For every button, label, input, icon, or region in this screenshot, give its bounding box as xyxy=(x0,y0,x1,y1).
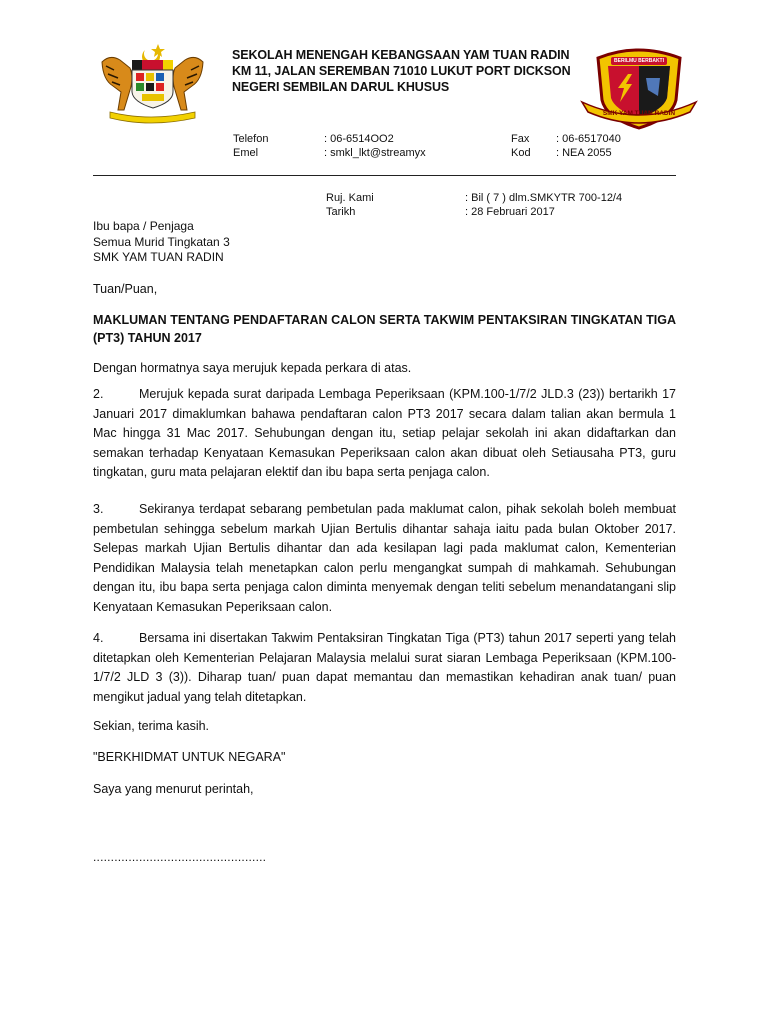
email-value: : smkl_lkt@streamyx xyxy=(324,147,426,159)
salutation: Tuan/Puan, xyxy=(93,282,158,296)
signature-line: ................................................. xyxy=(93,850,267,864)
contact-labels-right xyxy=(511,132,531,160)
contact-labels-left xyxy=(233,132,268,160)
school-state: NEGERI SEMBILAN DARUL KHUSUS xyxy=(232,80,450,94)
reference-labels xyxy=(326,191,374,219)
paragraph-text: Sekiranya terdapat sebarang pembetulan pada maklumat calon, pihak sekolah boleh membuat pembetulan sehingga sebelum markah Ujian Bertulis dihantar sahaja iaitu pada bulan Oktober 2017. Selepas markah Ujian Bertulis dihantar dan ada kesilapan lagi pada maklumat calon, Kementerian Pendidikan Malaysia telah menetapkan calon perlu mengangkat sumpah di mahkamah. Sehubungan dengan itu, ibu bapa serta penjaga calon diminta menyemak dengan teliti sebelum menandatangani slip Kenyataan Kemasukan Peperiksaan calon. xyxy=(93,502,676,614)
opening-line: Dengan hormatnya saya merujuk kepada perkara di atas. xyxy=(93,361,412,375)
reference-values xyxy=(465,191,622,219)
recipient-line: Semua Murid Tingkatan 3 xyxy=(93,234,230,249)
fax-value: : 06-6517040 xyxy=(556,133,621,145)
date-value: : 28 Februari 2017 xyxy=(465,206,555,218)
paragraph-number: 3. xyxy=(93,502,104,516)
closing-motto: "BERKHIDMAT UNTUK NEGARA" xyxy=(93,750,286,764)
paragraph-2 xyxy=(93,385,676,483)
paragraph-number: 4. xyxy=(93,631,104,645)
recipient-line: Ibu bapa / Penjaga xyxy=(93,219,194,233)
crest-motto: BERILMU BERBAKTI xyxy=(614,58,664,64)
letter-subject: MAKLUMAN TENTANG PENDAFTARAN CALON SERTA TAKWIM PENTAKSIRAN TINGKATAN TIGA (PT3) TAHUN 2017 xyxy=(93,313,676,345)
school-letterhead xyxy=(232,47,572,95)
reference-label: Ruj. Kami xyxy=(326,192,374,204)
paragraph-3 xyxy=(93,500,676,617)
school-address: KM 11, JALAN SEREMBAN 71010 LUKUT PORT DICKSON xyxy=(232,64,571,78)
school-crest-logo xyxy=(578,44,700,132)
email-label: Emel xyxy=(233,147,259,159)
paragraph-number: 2. xyxy=(93,387,104,401)
code-value: : NEA 2055 xyxy=(556,147,612,159)
recipient-address xyxy=(93,219,230,266)
contact-values-left xyxy=(324,132,426,160)
code-label: Kod xyxy=(511,147,531,159)
contact-values-right xyxy=(556,132,621,160)
header-divider xyxy=(93,175,676,176)
telephone-value: : 06-6514OO2 xyxy=(324,133,394,145)
date-label: Tarikh xyxy=(326,206,356,218)
fax-label: Fax xyxy=(511,133,530,145)
reference-value: : Bil ( 7 ) dlm.SMKYTR 700-12/4 xyxy=(465,192,623,204)
crest-school-name: SMK YAM TUAN RADIN xyxy=(602,110,676,117)
paragraph-4 xyxy=(93,629,676,707)
recipient-line: SMK YAM TUAN RADIN xyxy=(93,250,224,264)
paragraph-text: Merujuk kepada surat daripada Lembaga Peperiksaan (KPM.100-1/7/2 JLD.3 (23)) bertarikh 17 Januari 2017 dimaklumkan bahawa pendaftaran calon PT3 2017 secara dalam talian akan bermula 1 Mac hingga 31 Mac 2017. Sehubungan dengan itu, setiap pelajar sekolah ini akan didaftarkan dan semakan terhadap Kenyataan Kemasukan Peperiksaan calon akan dibuat oleh Setiausaha PT3, guru tingkatan, guru mata pelajaran elektif dan ibu bapa serta penjaga calon. xyxy=(93,387,676,479)
school-name: SEKOLAH MENENGAH KEBANGSAAN YAM TUAN RADIN xyxy=(232,48,570,62)
telephone-label: Telefon xyxy=(233,133,269,145)
coat-of-arms-logo xyxy=(90,40,215,125)
closing-signoff: Saya yang menurut perintah, xyxy=(93,782,254,796)
closing-thanks: Sekian, terima kasih. xyxy=(93,719,210,733)
paragraph-text: Bersama ini disertakan Takwim Pentaksiran Tingkatan Tiga (PT3) tahun 2017 seperti yang telah ditetapkan oleh Kementerian Pelajaran Malaysia melalui surat siaran Lembaga Peperiksaan (KPM.100-1/7/2 JLD 3 (3)). Diharap tuan/ puan dapat memantau dan memastikan kehadiran anak tuan/ puan mengikut jadual yang telah ditetapkan. xyxy=(93,631,676,704)
